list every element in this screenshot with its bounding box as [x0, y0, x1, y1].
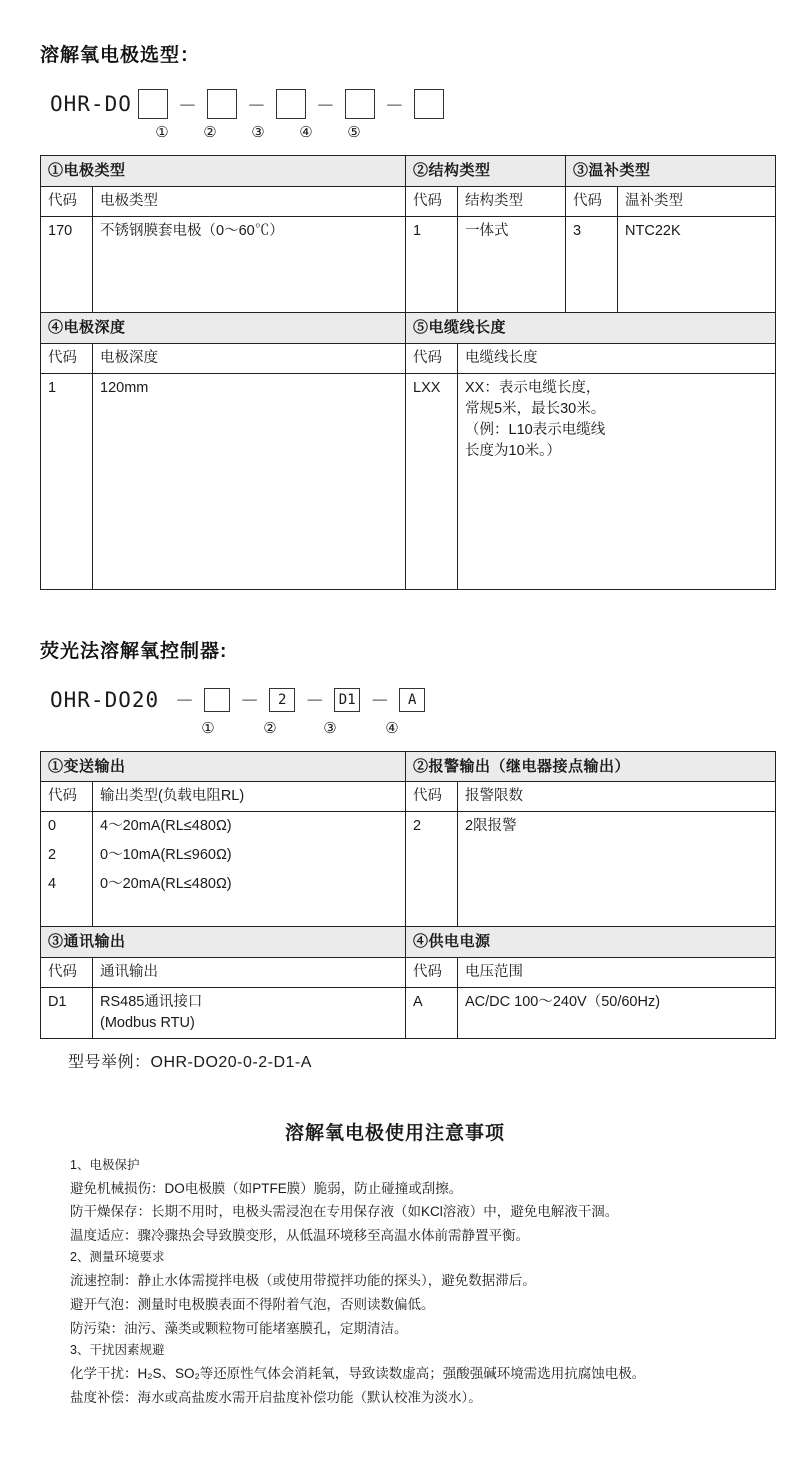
circle-marker-5: ⑤ [347, 124, 361, 141]
cell-code: 1 [41, 373, 93, 589]
cell-code: 1 [406, 216, 458, 312]
dash-separator: － [246, 94, 266, 117]
note-item: 流速控制：静止水体需搅拌电极（或使用带搅拌功能的探头），避免数据滞后。 [70, 1273, 536, 1289]
ctrl-code-box-3[interactable]: D1 [334, 688, 360, 712]
cell-code: 2 [406, 812, 458, 927]
cell-code: 0 [41, 812, 93, 842]
col-header-temp-comp-type: ③温补类型 [566, 156, 776, 187]
subheader-voltage-range: 电压范围 [458, 957, 776, 987]
section-title-electrode: 溶解氧电极选型： [40, 45, 201, 66]
circle-marker-3: ③ [251, 124, 265, 141]
note-item: 盐度补偿：海水或高盐废水需开启盐度补偿功能（默认校准为淡水）。 [70, 1389, 482, 1405]
table-row [41, 373, 776, 589]
subheader-code: 代码 [41, 782, 93, 812]
col-header-comm-output: ③通讯输出 [41, 926, 406, 957]
ctrl-circle-marker-2: ② [263, 719, 277, 737]
ctrl-code-box-2[interactable]: 2 [269, 688, 295, 712]
table-row [41, 782, 776, 812]
model-prefix: OHR-DO20 [50, 687, 160, 712]
notes-list [70, 1155, 762, 1410]
cell-output-type: 4～20mA(RL≤480Ω) [93, 812, 406, 842]
dash-separator: － [305, 690, 325, 713]
code-box-1[interactable] [138, 89, 168, 119]
cell-cable-length-note [458, 373, 776, 589]
model-prefix: OHR-DO [50, 92, 132, 116]
subheader-temp-comp-type: 温补类型 [618, 186, 776, 216]
model-code-line-electrode [50, 87, 762, 121]
cell-output-type: 0～20mA(RL≤480Ω) [93, 870, 406, 926]
col-header-structure-type: ②结构类型 [406, 156, 566, 187]
circle-marker-row-controller [194, 719, 762, 737]
cell-structure-type: 一体式 [458, 216, 566, 312]
dash-separator: － [315, 94, 335, 117]
table-output-alarm [40, 751, 776, 927]
table-row [41, 926, 776, 957]
circle-marker-1: ① [155, 124, 169, 141]
col-header-alarm-output: ②报警输出（继电器接点输出） [406, 751, 776, 782]
subheader-code: 代码 [406, 957, 458, 987]
note-item: 防污染：油污、藻类或颗粒物可能堵塞膜孔，定期清洁。 [70, 1320, 408, 1336]
cell-output-type: 0～10mA(RL≤960Ω) [93, 841, 406, 870]
table-row [41, 343, 776, 373]
cell-code: D1 [41, 987, 93, 1038]
col-header-electrode-type: ①电极类型 [41, 156, 406, 187]
table-row [41, 987, 776, 1038]
note-item: 2、测量环境要求 [70, 1250, 165, 1265]
code-box-2[interactable] [207, 89, 237, 119]
cell-alarm-limit: 2限报警 [458, 812, 776, 927]
cable-note-line-1: XX：表示电缆长度， [465, 379, 601, 396]
note-item: 防干燥保存：长期不用时，电极头需浸泡在专用保存液（如KCl溶液）中，避免电解液干涸。 [70, 1204, 619, 1220]
subheader-code: 代码 [406, 782, 458, 812]
cell-code: A [406, 987, 458, 1038]
col-header-transmit-output: ①变送输出 [41, 751, 406, 782]
note-item: 避免机械损伤：DO电极膜（如PTFE膜）脆弱，防止碰撞或刮擦。 [70, 1180, 463, 1196]
cell-electrode-type: 不锈钢膜套电极（0～60℃） [93, 216, 406, 312]
table-row [41, 156, 776, 187]
table-row [41, 216, 776, 312]
code-box-5[interactable] [414, 89, 444, 119]
table-row [41, 812, 776, 842]
cell-voltage-range: AC/DC 100～240V（50/60Hz) [458, 987, 776, 1038]
cable-note-line-4: 长度为10米。） [465, 442, 561, 459]
ctrl-code-box-1[interactable] [204, 688, 230, 712]
subheader-structure-type: 结构类型 [458, 186, 566, 216]
cell-temp-comp-type: NTC22K [618, 216, 776, 312]
subheader-electrode-type: 电极类型 [93, 186, 406, 216]
cable-note-line-3: （例：L10表示电缆线 [465, 421, 606, 438]
subheader-code: 代码 [41, 186, 93, 216]
table-row [41, 751, 776, 782]
circle-marker-4: ④ [299, 124, 313, 141]
dash-separator: － [370, 690, 390, 713]
cell-code: 4 [41, 870, 93, 926]
subheader-cable-length: 电缆线长度 [458, 343, 776, 373]
circle-marker-2: ② [203, 124, 217, 141]
table-electrode-depth-cable [40, 312, 776, 590]
col-header-cable-length: ⑤电缆线长度 [406, 312, 776, 343]
subheader-code: 代码 [41, 957, 93, 987]
code-box-3[interactable] [276, 89, 306, 119]
ctrl-circle-marker-4: ④ [385, 719, 399, 737]
dash-separator: － [384, 94, 404, 117]
col-header-electrode-depth: ④电极深度 [41, 312, 406, 343]
table-comm-power [40, 926, 776, 1039]
note-item: 3、干扰因素规避 [70, 1343, 165, 1358]
circle-marker-row-electrode [148, 123, 762, 141]
note-item: 温度适应：骤冷骤热会导致膜变形，从低温环境移至高温水体前需静置平衡。 [70, 1227, 529, 1243]
ctrl-circle-marker-3: ③ [323, 719, 337, 737]
note-item: 1、电极保护 [70, 1157, 140, 1172]
cable-note-line-2: 常规5米，最长30米。 [465, 400, 606, 417]
table-row [41, 186, 776, 216]
subheader-code: 代码 [406, 343, 458, 373]
note-item: 化学干扰：H₂S、SO₂等还原性气体会消耗氧，导致读数虚高；强酸强碱环境需选用抗腐蚀电极。 [70, 1366, 646, 1381]
section-title-controller: 荧光法溶解氧控制器: [40, 640, 228, 662]
col-header-power-supply: ④供电电源 [406, 926, 776, 957]
subheader-comm-output: 通讯输出 [93, 957, 406, 987]
cell-code: 170 [41, 216, 93, 312]
ctrl-code-box-4[interactable]: A [399, 688, 425, 712]
cell-comm-output [93, 987, 406, 1038]
subheader-code: 代码 [41, 343, 93, 373]
cell-code: 2 [41, 841, 93, 870]
table-electrode-type [40, 155, 776, 313]
notes-title: 溶解氧电极使用注意事项 [284, 1122, 505, 1144]
comm-line-1: RS485通讯接口 [100, 993, 203, 1010]
subheader-output-type: 输出类型(负载电阻RL) [93, 782, 406, 812]
ctrl-circle-marker-1: ① [201, 719, 215, 737]
cell-electrode-depth: 120mm [93, 373, 406, 589]
subheader-code: 代码 [566, 186, 618, 216]
dash-separator: － [177, 94, 197, 117]
comm-line-2: (Modbus RTU) [100, 1014, 195, 1031]
note-item: 避开气泡：测量时电极膜表面不得附着气泡，否则读数偏低。 [70, 1296, 435, 1312]
subheader-code: 代码 [406, 186, 458, 216]
model-example: 型号举例：OHR-DO20-0-2-D1-A [68, 1053, 312, 1071]
subheader-electrode-depth: 电极深度 [93, 343, 406, 373]
dash-separator: － [240, 690, 260, 713]
subheader-alarm-limit: 报警限数 [458, 782, 776, 812]
cell-code: 3 [566, 216, 618, 312]
cell-code: LXX [406, 373, 458, 589]
table-row [41, 957, 776, 987]
code-box-4[interactable] [345, 89, 375, 119]
model-code-line-controller [50, 683, 762, 717]
dash-separator: － [175, 690, 195, 713]
table-row [41, 312, 776, 343]
